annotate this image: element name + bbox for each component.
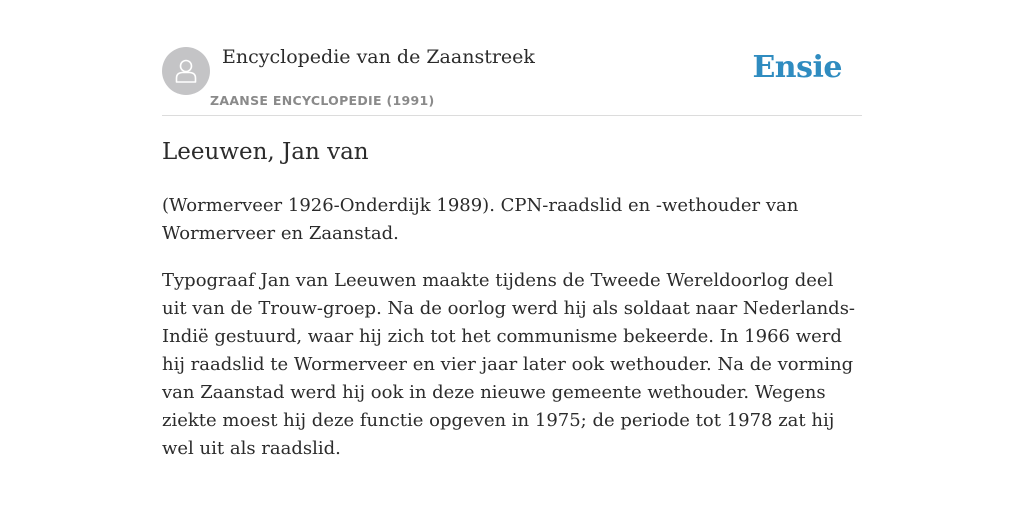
- ensie-logo[interactable]: Ensie: [752, 50, 842, 85]
- user-icon: [172, 57, 200, 85]
- entry-title: Leeuwen, Jan van: [162, 139, 369, 165]
- entry-intro-paragraph: (Wormerveer 1926-Onderdijk 1989). CPN-raadslid en -wethouder van Wormerveer en Zaanstad.: [162, 195, 799, 244]
- source-avatar[interactable]: [162, 47, 210, 95]
- source-title[interactable]: Encyclopedie van de Zaanstreek: [222, 46, 535, 68]
- entry-body-paragraph: Typograaf Jan van Leeuwen maakte tijdens de Tweede Wereldoorlog deel uit van de Trouw-groep. Na de oorlog werd hij als soldaat naar Nederlands-Indië gestuurd, waar hij zich tot het communisme bekeerde. In 1966 werd hij raadslid te Wormerveer en vier jaar later ook wethouder. Na de vorming van Zaanstad werd hij ook in deze nieuwe gemeente wethouder. Wegens ziekte moest hij deze functie opgeven in 1975; de periode tot 1978 zat hij wel uit als raadslid.: [162, 270, 856, 459]
- source-subtitle: ZAANSE ENCYCLOPEDIE (1991): [210, 93, 435, 108]
- source-header: [162, 0, 862, 116]
- entry-card: [162, 0, 862, 459]
